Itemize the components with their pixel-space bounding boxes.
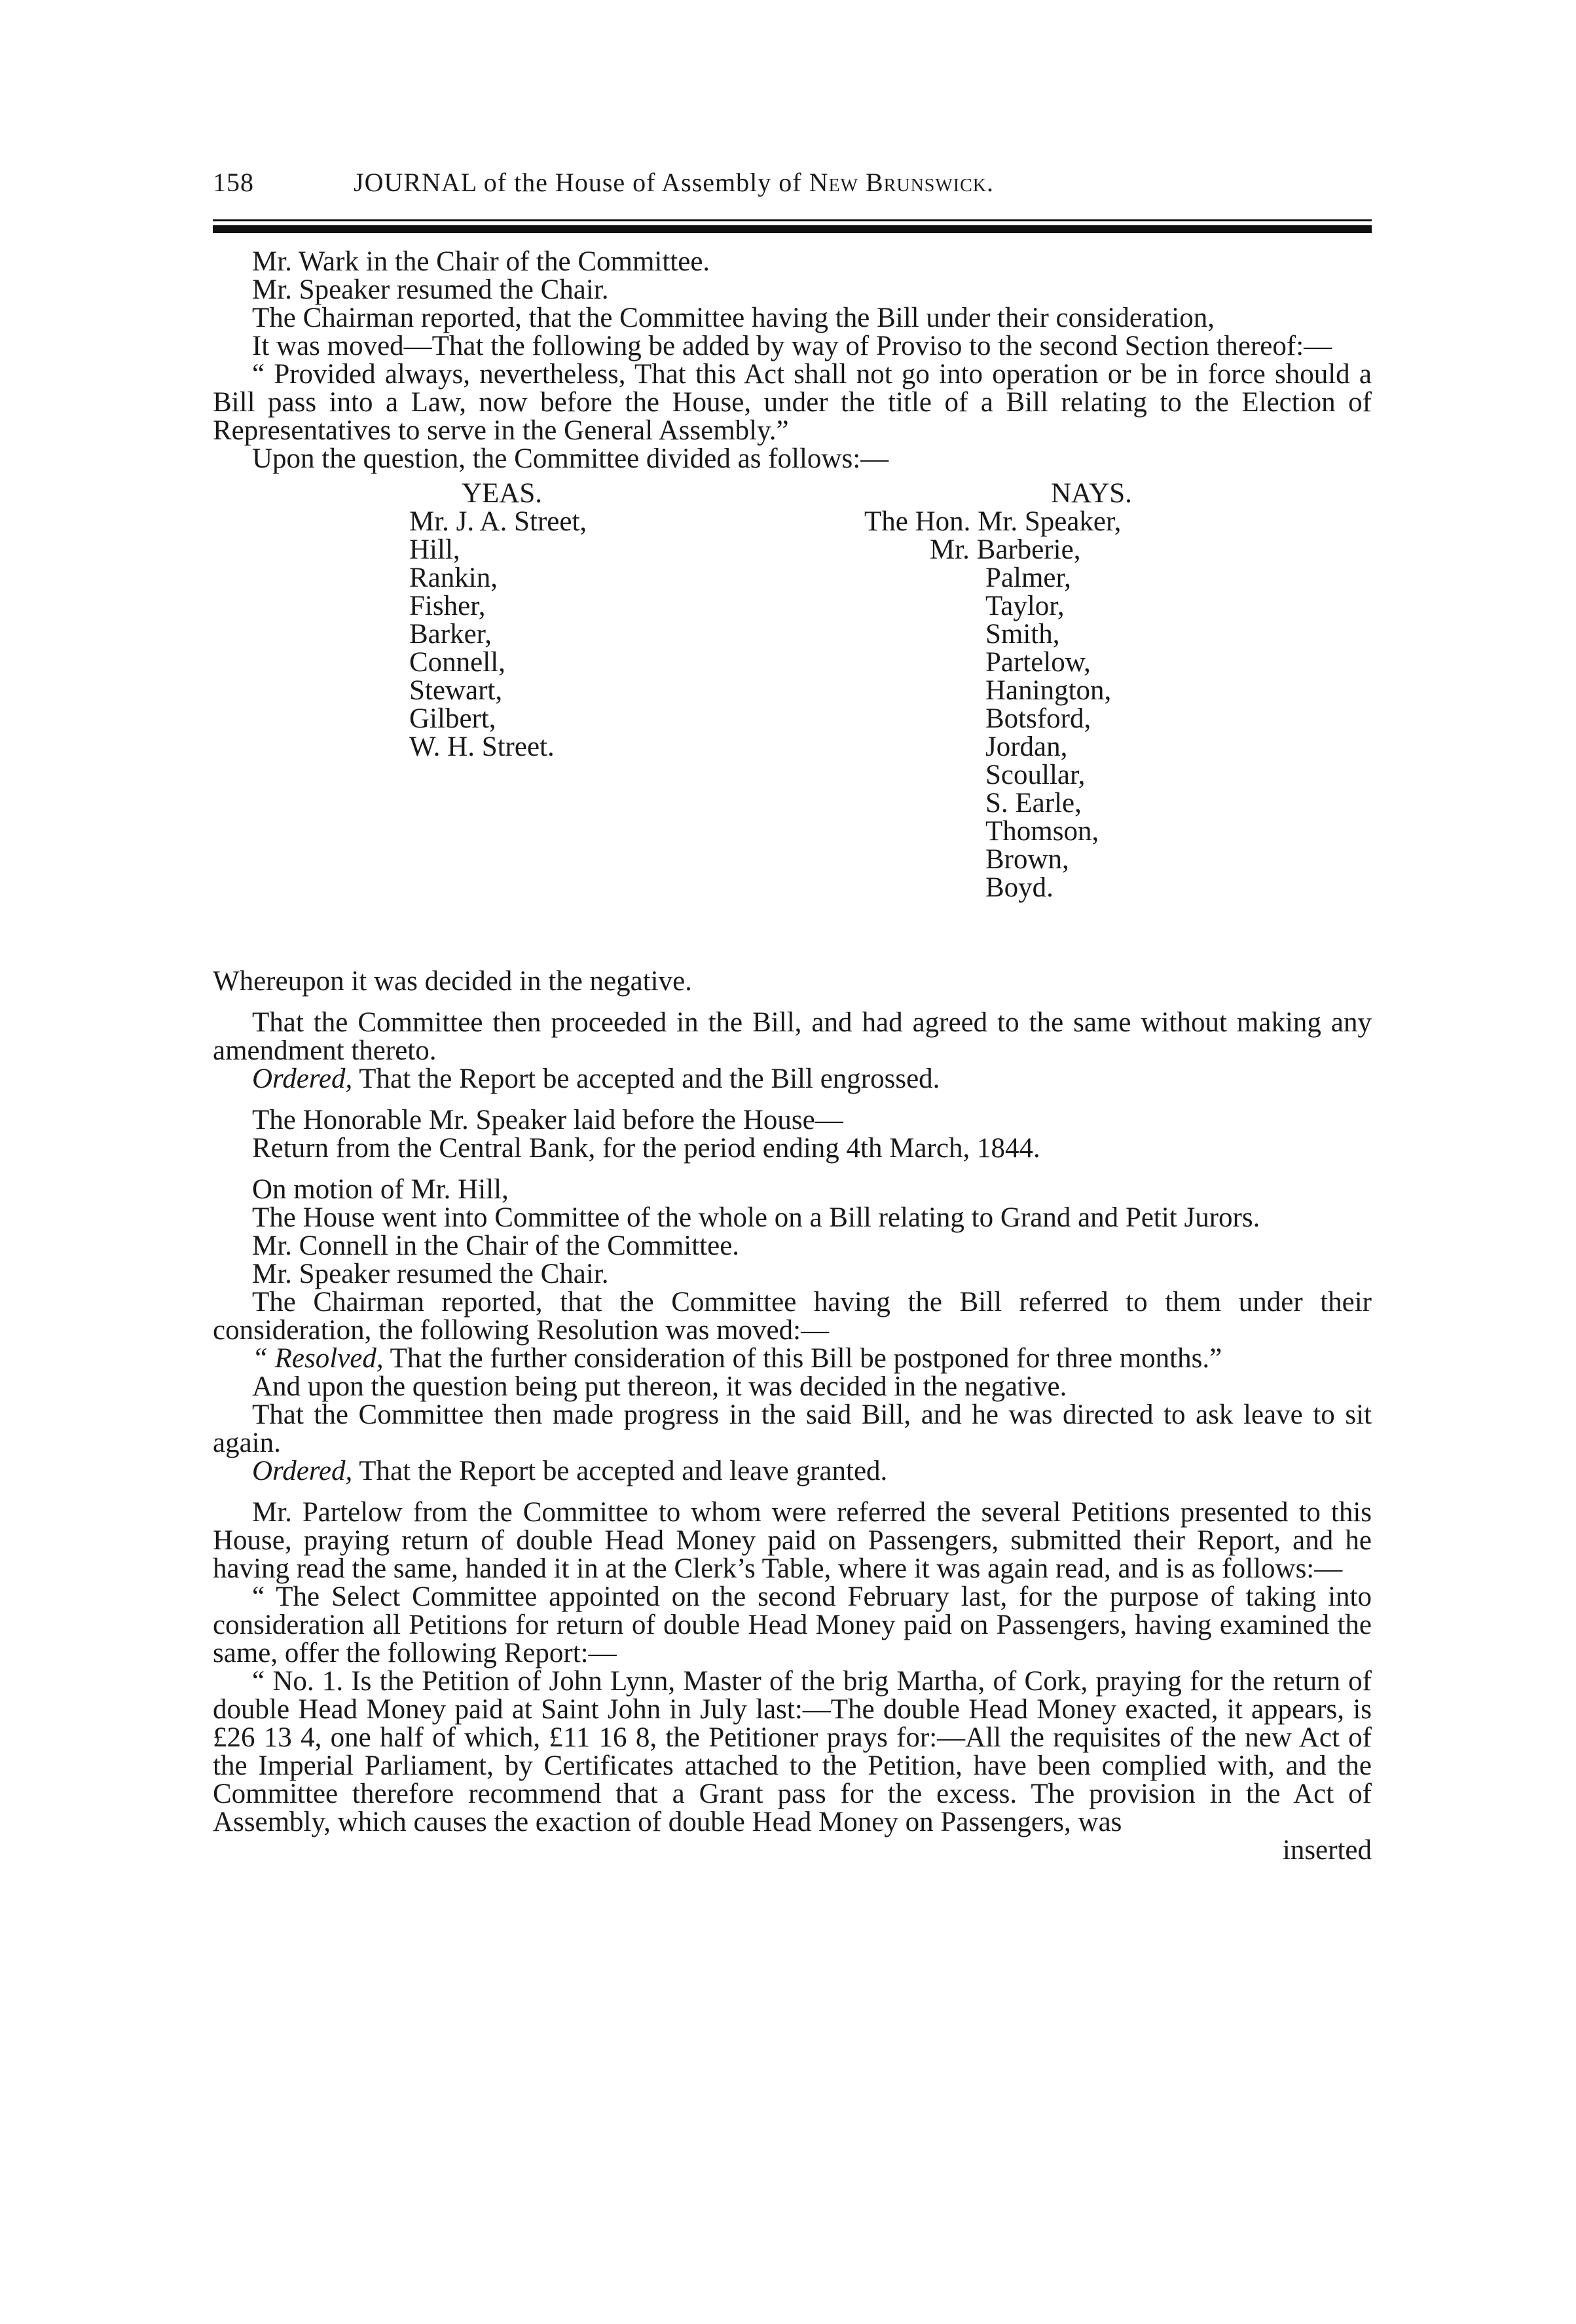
nay-name: Brown, xyxy=(985,844,1069,875)
nay-name: Smith, xyxy=(985,619,1060,650)
yea-name: Connell, xyxy=(409,647,505,678)
running-title-prefix: JOURNAL of the House of Assembly of xyxy=(354,168,802,197)
nay-name: S. Earle, xyxy=(985,788,1082,819)
yea-name: Hill, xyxy=(409,534,460,565)
nay-name: Mr. Barberie, xyxy=(930,534,1081,565)
order-entry xyxy=(213,1065,1372,1093)
yeas-heading: YEAS. xyxy=(462,478,543,509)
journal-body xyxy=(213,248,1372,1864)
paragraph: Mr. Speaker resumed the Chair. xyxy=(252,274,609,305)
page-number: 158 xyxy=(213,168,254,197)
ordered-label: Ordered, xyxy=(252,1456,353,1486)
catchword: inserted xyxy=(1282,1835,1372,1866)
paragraph: And upon the question being put thereon, it was decided in the negative. xyxy=(252,1371,1067,1402)
nay-name: Palmer, xyxy=(985,563,1071,593)
order-text: That the Report be accepted and leave granted. xyxy=(352,1456,888,1486)
journal-page xyxy=(213,167,1372,1864)
nay-name: Hanington, xyxy=(985,675,1112,706)
resolution-entry xyxy=(213,1344,1372,1373)
nay-name: Boyd. xyxy=(985,872,1054,903)
yea-name: Fisher, xyxy=(409,591,486,621)
proviso-quote: “ Provided always, nevertheless, That this Act shall not go into operation or be in force should a Bill pass into a Law, now before the House, under the title of a Bill relating to the Election of Representatives to serve in the General Assembly.” xyxy=(213,359,1372,446)
resolved-label: “ Resolved, xyxy=(252,1343,384,1374)
nay-name: The Hon. Mr. Speaker, xyxy=(864,506,1122,537)
running-title xyxy=(354,167,994,198)
paragraph: Mr. Connell in the Chair of the Committee. xyxy=(252,1230,740,1261)
paragraph: On motion of Mr. Hill, xyxy=(252,1174,509,1205)
paragraph: “ No. 1. Is the Petition of John Lynn, Master of the brig Martha, of Cork, praying for the return of double Head Money paid at Saint John in July last:—The double Head Money exacted, it appears, is £26 13 4, one half of which, £11 16 8, the Petitioner prays for:—All the requisites of the new Act of the Imperial Parliament, by Certificates attached to the Petition, have been complied with, and the Committee therefore recommend that a Grant pass for the excess. The provision in the Act of Assembly, which causes the exaction of double Head Money on Passengers, was xyxy=(213,1666,1372,1837)
running-title-place: New Brunswick. xyxy=(809,168,995,197)
paragraph: The Chairman reported, that the Committee having the Bill referred to them under their consideration, the following Resolution was moved:— xyxy=(213,1287,1372,1346)
yea-name: Rankin, xyxy=(409,563,498,593)
nay-name: Jordan, xyxy=(985,731,1068,762)
header-rule-thick xyxy=(213,225,1372,233)
resolution-text: That the further consideration of this Bill be postponed for three months.” xyxy=(383,1343,1222,1374)
paragraph: The Chairman reported, that the Committee having the Bill under their consideration, xyxy=(252,303,1215,333)
nays-heading: NAYS. xyxy=(1051,478,1132,509)
paragraph: The House went into Committee of the whole on a Bill relating to Grand and Petit Jurors. xyxy=(252,1202,1260,1233)
paragraph: Upon the question, the Committee divided as follows:— xyxy=(252,443,889,474)
header-rule-thin xyxy=(213,219,1372,221)
nay-name: Botsford, xyxy=(985,703,1091,734)
nay-name: Scoullar, xyxy=(985,760,1086,790)
nays-column xyxy=(864,479,1257,902)
yea-name: Mr. J. A. Street, xyxy=(409,506,587,537)
yeas-column xyxy=(409,479,776,761)
ordered-label: Ordered, xyxy=(252,1063,353,1094)
yea-name: W. H. Street. xyxy=(409,731,555,762)
order-entry xyxy=(213,1457,1372,1485)
division-list xyxy=(213,479,1372,967)
paragraph: “ The Select Committee appointed on the second February last, for the purpose of taking into consideration all Petitions for return of double Head Money paid on Passengers, having examined the same, offer the following Report:— xyxy=(213,1581,1372,1669)
paragraph: Mr. Wark in the Chair of the Committee. xyxy=(252,246,710,277)
yea-name: Stewart, xyxy=(409,675,503,706)
nay-name: Partelow, xyxy=(985,647,1091,678)
nay-name: Thomson, xyxy=(985,816,1099,847)
paragraph: That the Committee then proceeded in the Bill, and had agreed to the same without making any amendment thereto. xyxy=(213,1007,1372,1066)
nay-name: Taylor, xyxy=(985,591,1065,621)
paragraph: The Honorable Mr. Speaker laid before the House— xyxy=(252,1105,843,1135)
decision-line: Whereupon it was decided in the negative. xyxy=(213,966,692,997)
paragraph: Mr. Partelow from the Committee to whom were referred the several Petitions presented to this House, praying return of double Head Money paid on Passengers, submitted their Report, and he having read the same, handed it in at the Clerk’s Table, where it was again read, and is as follows:— xyxy=(213,1497,1372,1584)
running-head xyxy=(213,167,1372,202)
paragraph: Return from the Central Bank, for the period ending 4th March, 1844. xyxy=(252,1133,1040,1164)
yea-name: Gilbert, xyxy=(409,703,496,734)
order-text: That the Report be accepted and the Bill engrossed. xyxy=(352,1063,940,1094)
paragraph: It was moved—That the following be added by way of Proviso to the second Section thereof:— xyxy=(252,331,1332,361)
paragraph: That the Committee then made progress in the said Bill, and he was directed to ask leave to sit again. xyxy=(213,1399,1372,1458)
paragraph: Mr. Speaker resumed the Chair. xyxy=(252,1259,609,1289)
yea-name: Barker, xyxy=(409,619,492,650)
